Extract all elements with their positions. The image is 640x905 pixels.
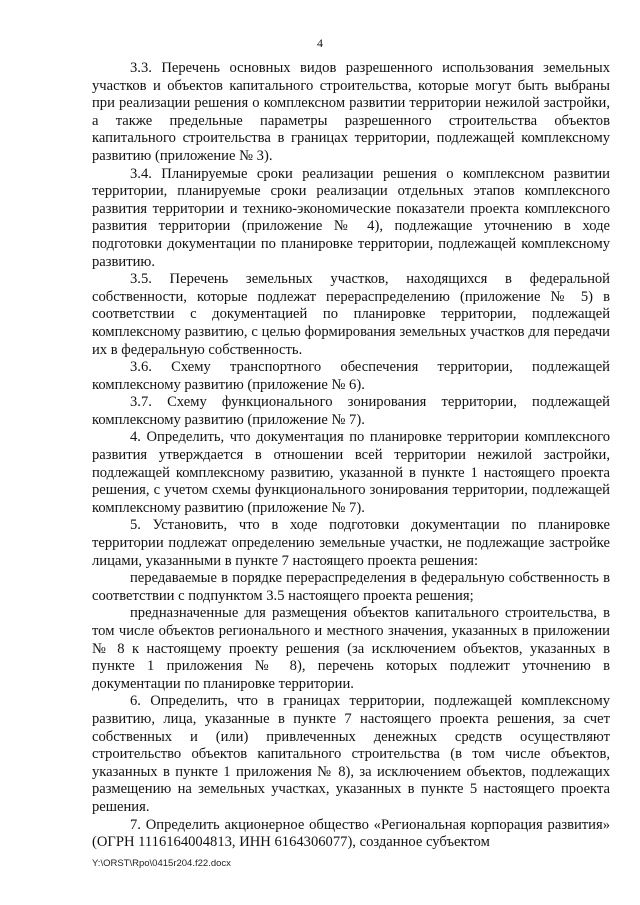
paragraph-5: 5. Установить, что в ходе подготовки документации по планировке территории подлежат определению земельные участки, не подлежащие застройке лицами, указанными в пункте 7 настоящего проекта решения: xyxy=(92,517,610,569)
paragraph-6: 6. Определить, что в границах территории, подлежащей комплексному развитию, лица, указанные в пункте 7 настоящего проекта решения, за счет собственных и (или) привлеченных денежных средств осуществляют строительство объектов капитального строительства (в том числе объектов, указанных в пункте 1 приложения № 8), за исключением объектов, подлежащих размещению на земельных участках, указанных в пункте 5 настоящего проекта решения. xyxy=(92,693,610,815)
paragraph-3-4: 3.4. Планируемые сроки реализации решения о комплексном развитии территории, планируемые сроки реализации отдельных этапов комплексного развития территории и технико-экономические показатели проекта комплексного развития территории (приложение № 4), подлежащие уточнению в ходе подготовки документации по планировке территории, подлежащей комплексному развитию. xyxy=(92,165,610,270)
page-number: 4 xyxy=(317,36,323,50)
paragraph-3-6: 3.6. Схему транспортного обеспечения территории, подлежащей комплексному развитию (приложение № 6). xyxy=(92,359,610,393)
paragraph-4: 4. Определить, что документация по планировке территории комплексного развития утверждается в отношении всей территории нежилой застройки, подлежащей комплексному развитию, указанной в пункте 1 настоящего проекта решения, с учетом схемы функционального зонирования территории, подлежащей комплексному развитию (приложение № 7). xyxy=(92,429,610,516)
paragraph-7: 7. Определить акционерное общество «Региональная корпорация развития» (ОГРН 1116164004813, ИНН 6164306077), созданное субъектом xyxy=(92,816,610,851)
paragraph-3-5: 3.5. Перечень земельных участков, находящихся в федеральной собственности, которые подлежат перераспределению (приложение № 5) в соответствии с документацией по планировке территории, подлежащей комплексному развитию, с целью формирования земельных участков для передачи их в федеральную собственность. xyxy=(92,271,610,358)
file-path-footer: Y:\ORST\Rpo\0415r204.f22.docx xyxy=(92,858,231,869)
paragraph-3-7: 3.7. Схему функционального зонирования территории, подлежащей комплексному развитию (приложение № 7). xyxy=(92,394,610,428)
paragraph-5-item-1: передаваемые в порядке перераспределения в федеральную собственность в соответствии с подпунктом 3.5 настоящего проекта решения; xyxy=(92,570,610,604)
document-body xyxy=(92,60,610,852)
paragraph-3-3: 3.3. Перечень основных видов разрешенного использования земельных участков и объектов капитального строительства, которые могут быть выбраны при реализации решения о комплексном развитии территории нежилой застройки, а также предельные параметры разрешенного строительства объектов капитального строительства в границах территории, подлежащей комплексному развитию (приложение № 3). xyxy=(92,60,610,164)
paragraph-5-item-2: предназначенные для размещения объектов капитального строительства, в том числе объектов регионального и местного значения, указанных в приложении № 8 к настоящему проекту решения (за исключением объектов, указанных в пункте 1 приложения № 8), перечень которых подлежит уточнению в документации по планировке территории. xyxy=(92,605,610,692)
